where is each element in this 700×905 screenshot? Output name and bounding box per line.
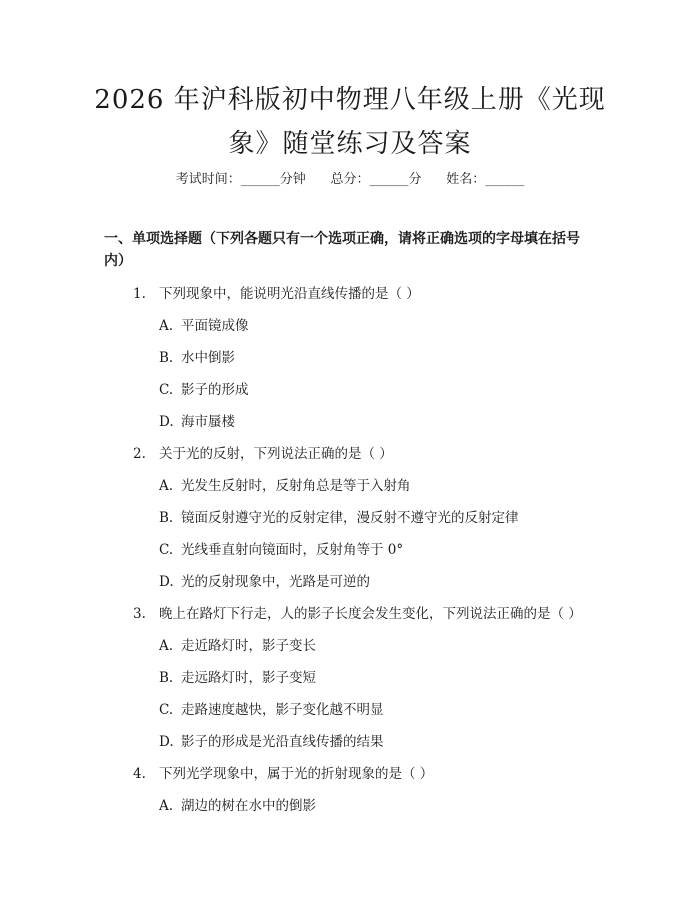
question-3-option-b (159, 666, 316, 686)
option-text: 走远路灯时，影子变短 (181, 670, 316, 686)
question-1-option-d (159, 410, 235, 430)
question-number: 1. (133, 286, 146, 302)
title-line-2: 象》随堂练习及答案 (228, 129, 472, 159)
option-text: 走路速度越快，影子变化越不明显 (181, 702, 384, 718)
section-heading: 一、单项选择题（下列各题只有一个选项正确，请将正确选项的字母填在括号内） (104, 231, 580, 269)
question-3-option-c (159, 698, 384, 718)
option-text: 平面镜成像 (181, 318, 249, 334)
question-text: 下列现象中，能说明光沿直线传播的是（ ） (159, 286, 420, 302)
option-letter: A. (159, 478, 174, 494)
question-2-option-b (159, 506, 519, 526)
option-text: 光线垂直射向镜面时，反射角等于 0° (181, 542, 404, 558)
question-1-option-c (159, 378, 249, 398)
option-text: 光发生反射时，反射角总是等于入射角 (181, 478, 411, 494)
question-text: 关于光的反射，下列说法正确的是（ ） (159, 446, 393, 462)
option-text: 走近路灯时，影子变长 (181, 638, 316, 654)
option-text: 水中倒影 (181, 350, 235, 366)
option-letter: B. (159, 510, 174, 526)
question-2 (133, 442, 393, 462)
question-1-option-b (159, 346, 235, 366)
question-4 (133, 762, 433, 782)
option-letter: A. (159, 318, 174, 334)
question-2-option-d (159, 570, 370, 590)
option-letter: A. (159, 638, 174, 654)
option-letter: C. (159, 382, 174, 398)
option-letter: D. (159, 574, 174, 590)
option-letter: D. (159, 414, 174, 430)
option-text: 海市蜃楼 (181, 414, 235, 430)
question-2-option-c (159, 538, 403, 558)
option-text: 光的反射现象中，光路是可逆的 (181, 574, 370, 590)
question-1-option-a (159, 314, 249, 334)
question-1 (133, 282, 420, 302)
option-letter: B. (159, 670, 174, 686)
question-3-option-a (159, 634, 316, 654)
question-text: 下列光学现象中，属于光的折射现象的是（ ） (159, 766, 434, 782)
question-3-option-d (159, 730, 384, 750)
exam-meta-line: 考试时间：______分钟 总分：______分 姓名：______ (175, 172, 525, 187)
question-number: 2. (133, 446, 146, 462)
option-letter: A. (159, 798, 174, 814)
option-text: 影子的形成是光沿直线传播的结果 (181, 734, 384, 750)
question-text: 晚上在路灯下行走，人的影子长度会发生变化，下列说法正确的是（ ） (159, 606, 582, 622)
option-letter: B. (159, 350, 174, 366)
option-letter: D. (159, 734, 174, 750)
question-4-option-a (159, 794, 316, 814)
option-letter: C. (159, 702, 174, 718)
option-text: 影子的形成 (181, 382, 249, 398)
option-letter: C. (159, 542, 174, 558)
title-line-1: 2026 年沪科版初中物理八年级上册《光现 (94, 85, 606, 115)
option-text: 湖边的树在水中的倒影 (181, 798, 316, 814)
question-2-option-a (159, 474, 411, 494)
document-title (70, 78, 630, 166)
option-text: 镜面反射遵守光的反射定律，漫反射不遵守光的反射定律 (181, 510, 519, 526)
question-number: 3. (133, 606, 146, 622)
question-number: 4. (133, 766, 146, 782)
question-3 (133, 602, 582, 622)
